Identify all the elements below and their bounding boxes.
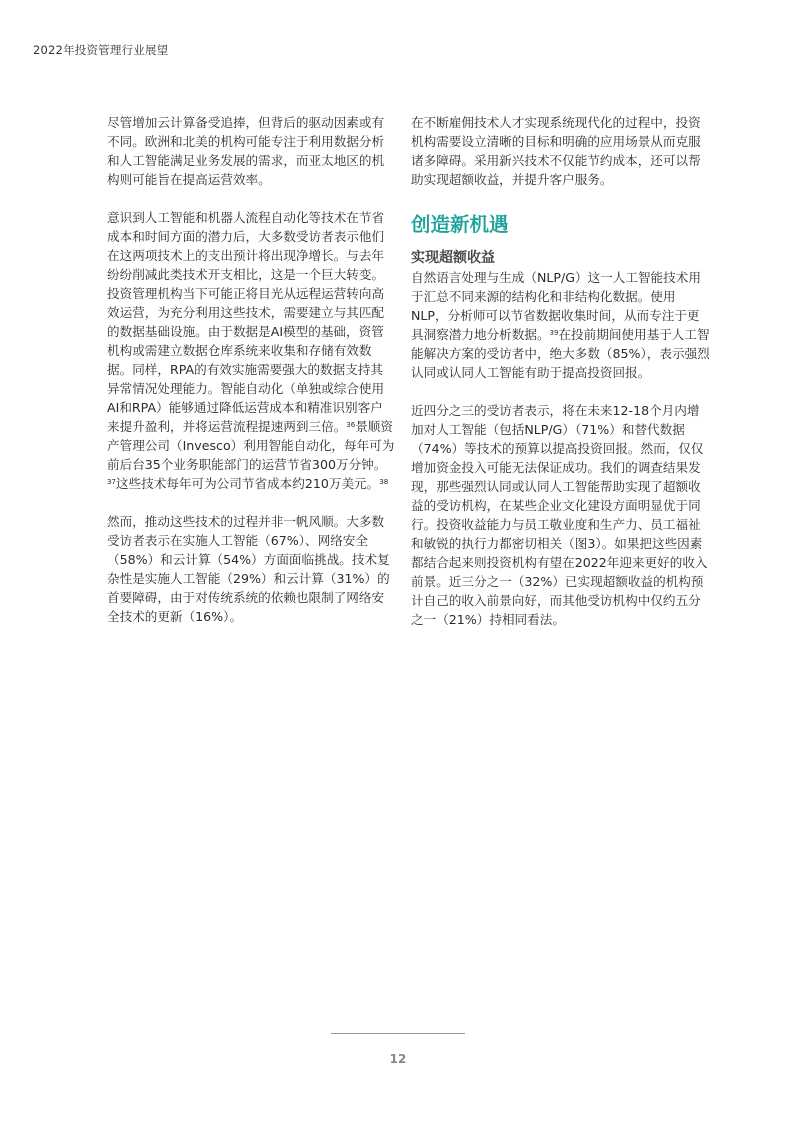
paragraph-modernization: 在不断雇佣技术人才实现系统现代化的过程中，投资机构需要设立清晰的目标和明确的应用场景从而克服诸多障碍。采用新兴技术不仅能节约成本，还可以帮助实现超额收益，并提升客户服务。 — [411, 115, 701, 187]
paragraph-challenges: 然而，推动这些技术的过程并非一帆风顺。大多数受访者表示在实施人工智能（67%）、网络安全（58%）和云计算（54%）方面面临挑战。技术复杂性是实施人工智能（29%）和云计算（31%）的首要障碍，由于对传统系统的依赖也限制了网络安全技术的更新（16%）。 — [107, 514, 390, 624]
paragraph-budget: 近四分之三的受访者表示，将在未来12-18个月内增加对人工智能（包括NLP/G）（71%）和替代数据（74%）等技术的预算以提高投资回报。然而，仅仅增加资金投入可能无法保证成功。我们的调查结果发现，那些强烈认同或认同人工智能帮助实现了超额收益的受访机构，在某些企业文化建设方面明显优于同行。投资收益能力与员工敬业度和生产力、员工福祉和敏锐的执行力都密切相关（图3）。如果把这些因素都结合起来则投资机构有望在2022年迎来更好的收入前景。近三分之一（32%）已实现超额收益的机构预计自己的收入前景向好，而其他受访机构中仅约五分之一（21%）持相同看法。 — [411, 403, 708, 627]
paragraph-text: 这些技术每年可为公司节省成本约210万美元。 — [115, 476, 380, 491]
paragraph-cloud-drivers: 尽管增加云计算备受追捧，但背后的驱动因素或有不同。欧洲和北美的机构可能专注于利用数据分析和人工智能满足业务发展的需求，而亚太地区的机构则可能旨在提高运营效率。 — [107, 115, 385, 187]
paragraph-text: 意识到人工智能和机器人流程自动化等技术在节省成本和时间方面的潜力后，大多数受访者表示他们在这两项技术上的支出预计将出现净增长。与去年纷纷削减此类技术开支相比，这是一个巨大转变。投资管理机构当下可能正将目光从远程运营转向高效运营，为充分利用这些技术，需要建立与其匹配的数据基础设施。由于数据是AI模型的基础，资管机构或需建立数据仓库系统来收集和存储有效数据。同样，RPA的有效实施需要强大的数据支持其异常情况处理能力。智能自动化（单独或综合使用AI和RPA）能够通过降低运营成本和精准识别客户来提升盈利，并将运营流程提速两到三倍。 — [107, 210, 385, 434]
footnote-ref-36: 36 — [346, 421, 356, 429]
paragraph-text: 自然语言处理与生成（NLP/G）这一人工智能技术用于汇总不同来源的结构化和非结构化数据。使用NLP，分析师可以节省数据收集时间，从而专注于更具洞察潜力地分析数据。 — [411, 270, 701, 342]
footer-divider — [331, 1033, 465, 1034]
subheading: 实现超额收益 — [411, 250, 495, 266]
footnote-ref-38: 38 — [379, 478, 389, 486]
section-heading: 创造新机遇 — [411, 213, 509, 236]
left-column — [107, 113, 395, 626]
footnote-ref-37: 37 — [107, 478, 116, 486]
footnote-ref-39: 39 — [549, 329, 559, 337]
running-header: 2022年投资管理行业展望 — [33, 43, 169, 57]
page-number: 12 — [389, 1052, 407, 1066]
paragraph-ai-rpa — [107, 208, 395, 493]
paragraph-text: 景顺资产管理公司（Invesco）利用智能自动化，每年可为前后台35个业务职能部门的运营节省300万分钟。 — [107, 419, 395, 472]
right-column — [411, 113, 710, 629]
paragraph-nlp — [411, 268, 710, 382]
paragraph-text: 在投前期间使用基于人工智能解决方案的受访者中，绝大多数（85%），表示强烈认同或认同人工智能有助于提高投资回报。 — [411, 327, 710, 380]
